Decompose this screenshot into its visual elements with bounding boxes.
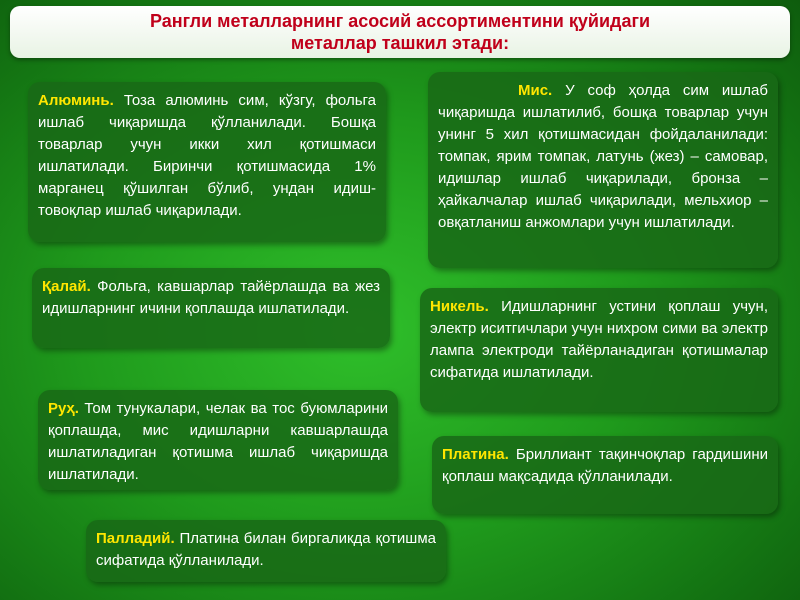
slide-title-line-1: Рангли металларнинг асосий ассортиментини қуйидаги [149,11,651,31]
copper-card [428,72,778,268]
nickel-name: Никель. [430,298,489,315]
tin-card [32,268,390,348]
palladium-name: Палладий. [96,530,175,547]
tin-text: Фольга, кавшарлар тайёрлашда ва жез идишларнинг ичини қоплашда ишлатилади. [42,278,380,317]
nickel-text: Идишларнинг устини қоплаш учун, электр иситгичлари учун нихром сими ва электр лампа электроди тайёрланадиган қотишмалар сифатида ишлатилади. [430,298,768,381]
platinum-name: Платина. [442,446,509,463]
copper-name: Мис. [518,82,553,99]
slide-title [10,6,790,58]
zinc-text: Том тунукалари, челак ва тос буюмларини қоплашда, мис идишларни кавшарлашда ишлатиладиган қотишма ишлаб чиқаришда ишлатилади. [48,400,388,483]
tin-name: Қалай. [42,278,91,295]
zinc-card [38,390,398,490]
aluminium-text: Тоза алюминь сим, кўзгу, фольга ишлаб чиқаришда қўлланилади. Бошқа товарлар учун икки хил қотишмаси ишлатилади. Биринчи қотишмасида 1% марганец қўшилган бўлиб, ундан идиш-товоқлар ишлаб чиқарилади. [38,92,376,219]
aluminium-name: Алюминь. [38,92,114,109]
palladium-text: Платина билан биргаликда қотишма сифатида қўлланилади. [96,530,436,569]
copper-text: У соф ҳолда сим ишлаб чиқаришда ишлатилиб, бошқа товарлар учун унинг 5 хил қотишмасидан фойдаланилади: томпак, ярим томпак, латунь (жез) – самовар, идишлар ишлаб чиқарилади, бронза – ҳайкалчалар ишлаб чиқарилади, мельхиор – овқатланиш анжомлари учун ишлатилади. [438,82,768,231]
slide-title-line-2: металлар ташкил этади: [290,33,510,53]
platinum-card [432,436,778,514]
platinum-text: Бриллиант тақинчоқлар гардишини қоплаш мақсадида қўлланилади. [442,446,768,485]
aluminium-card [28,82,386,242]
nickel-card [420,288,778,412]
zinc-name: Руҳ. [48,400,79,417]
palladium-card [86,520,446,582]
